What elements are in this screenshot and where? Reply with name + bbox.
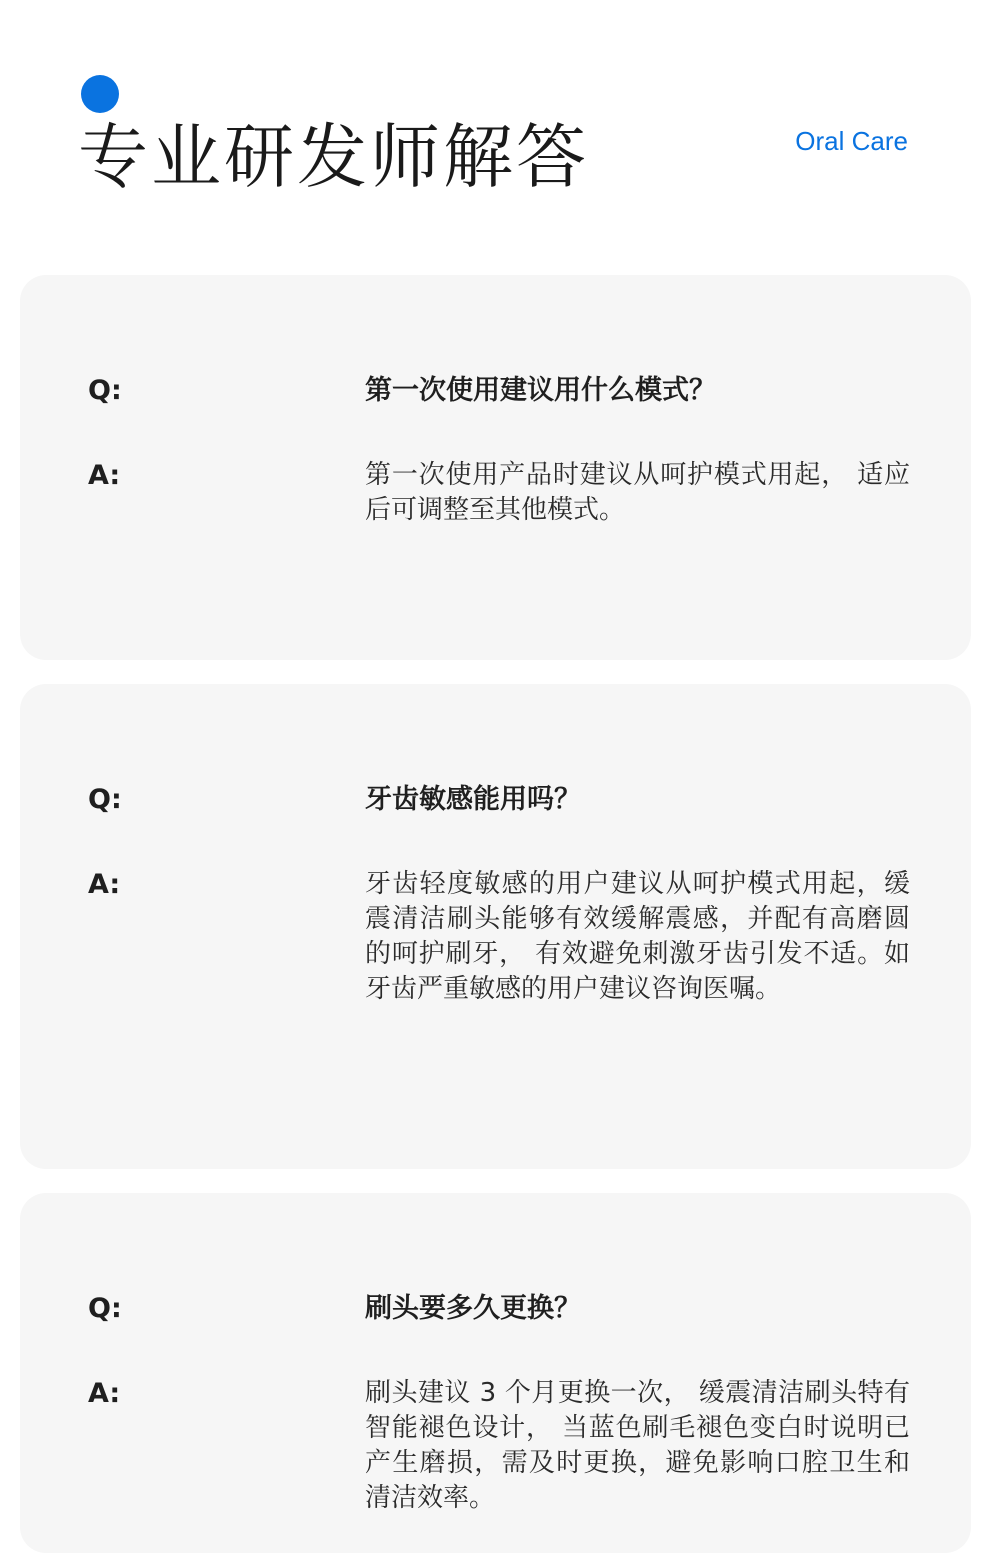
question-label: Q: (88, 375, 122, 406)
question-text: 刷头要多久更换？ (365, 1293, 581, 1324)
question-label: Q: (88, 784, 122, 815)
answer-text: 刷头建议 3 个月更换一次， 缓震清洁刷头特有智能褪色设计， 当蓝色刷毛褪色变白时说明已产生磨损，需及时更换，避免影响口腔卫生和清洁效率。 (365, 1378, 910, 1513)
answer-text: 第一次使用产品时建议从呵护模式用起， 适应后可调整至其他模式。 (365, 460, 910, 525)
question-label: Q: (88, 1293, 122, 1324)
brand-label: Oral Care (795, 126, 908, 156)
answer-label: A: (88, 1378, 121, 1409)
answer-label: A: (88, 869, 121, 900)
faq-card (20, 275, 971, 660)
answer-text: 牙齿轻度敏感的用户建议从呵护模式用起，缓震清洁刷头能够有效缓解震感，并配有高磨圆的呵护刷牙， 有效避免刺激牙齿引发不适。如牙齿严重敏感的用户建议咨询医嘱。 (365, 869, 910, 1004)
page-header (0, 0, 990, 260)
page-title: 专业研发师解答 (78, 116, 589, 198)
answer-label: A: (88, 460, 121, 491)
blue-dot-decoration (81, 75, 119, 113)
faq-card (20, 684, 971, 1169)
faq-card (20, 1193, 971, 1553)
question-text: 第一次使用建议用什么模式？ (365, 375, 716, 406)
question-text: 牙齿敏感能用吗？ (365, 784, 581, 815)
